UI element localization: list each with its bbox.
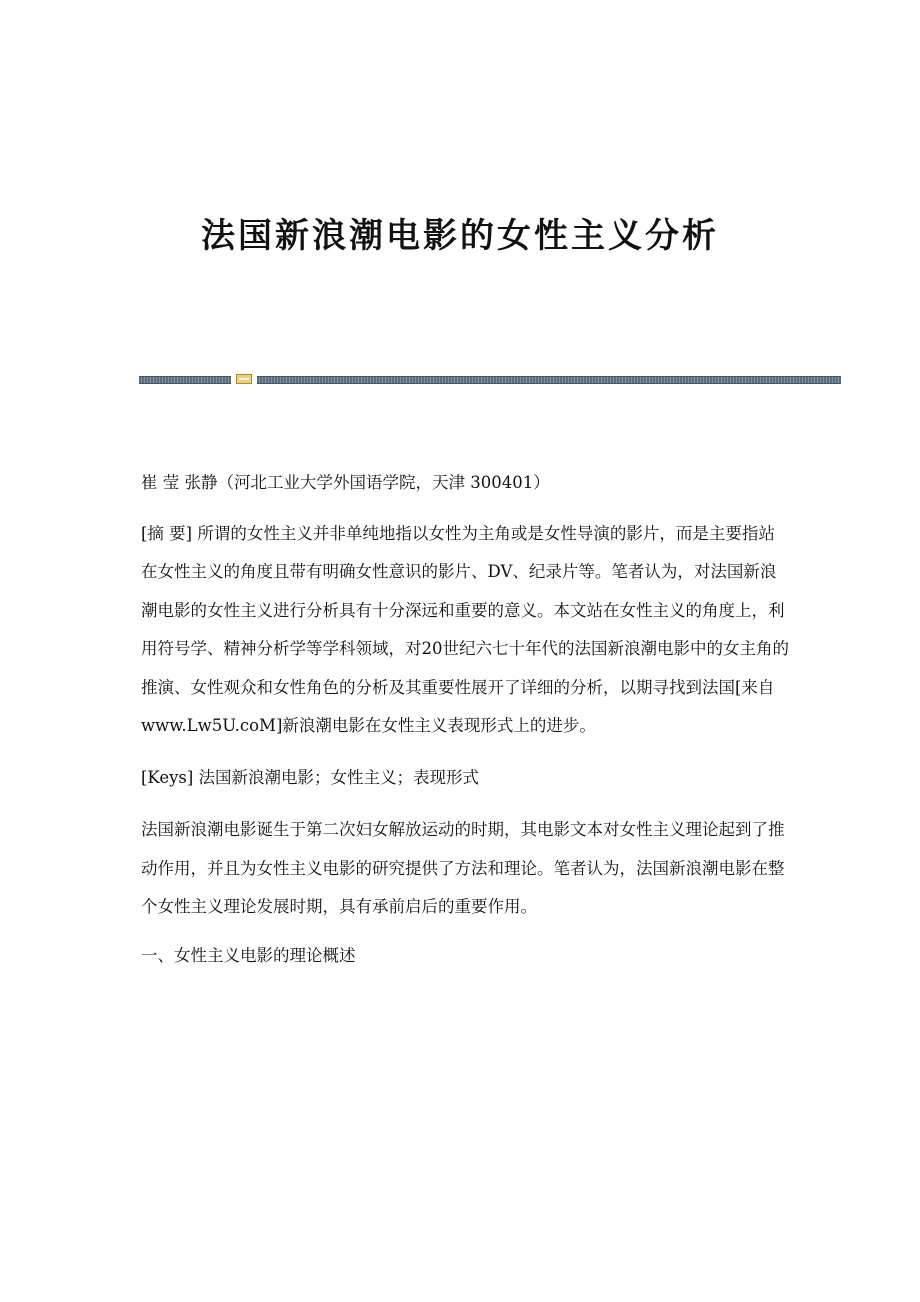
envelope-icon [236,374,252,384]
section-heading: 一、女性主义电影的理论概述 [141,945,356,965]
abstract-paragraph: [摘 要] 所谓的女性主义并非单纯地指以女性为主角或是女性导演的影片，而是主要指站在女性主义的角度且带有明确女性意识的影片、DV、纪录片等。笔者认为，对法国新浪潮电影的女性主义进行分析具有十分深远和重要的意义。本文站在女性主义的角度上，利用符号学、精神分析学等学科领域，对20世纪六七十年代的法国新浪潮电影中的女主角的推演、女性观众和女性角色的分析及其重要性展开了详细的分析，以期寻找到法国[来自www.Lw5U.coM]新浪潮电影在女性主义表现形式上的进步。 [141,524,789,736]
intro-paragraph: 法国新浪潮电影诞生于第二次妇女解放运动的时期，其电影文本对女性主义理论起到了推动作用，并且为女性主义电影的研究提供了方法和理论。笔者认为，法国新浪潮电影在整个女性主义理论发展时期，具有承前启后的重要作用。 [141,820,785,917]
author-affiliation: 崔 莹 张静（河北工业大学外国语学院，天津 300401） [141,473,550,492]
document-title: 法国新浪潮电影的女性主义分析 [201,216,719,256]
divider-bar-right [257,376,841,384]
keywords-line: [Keys] 法国新浪潮电影；女性主义；表现形式 [141,768,480,788]
divider-bar-left [139,376,231,384]
document-body [141,468,791,971]
title-divider [139,374,841,384]
